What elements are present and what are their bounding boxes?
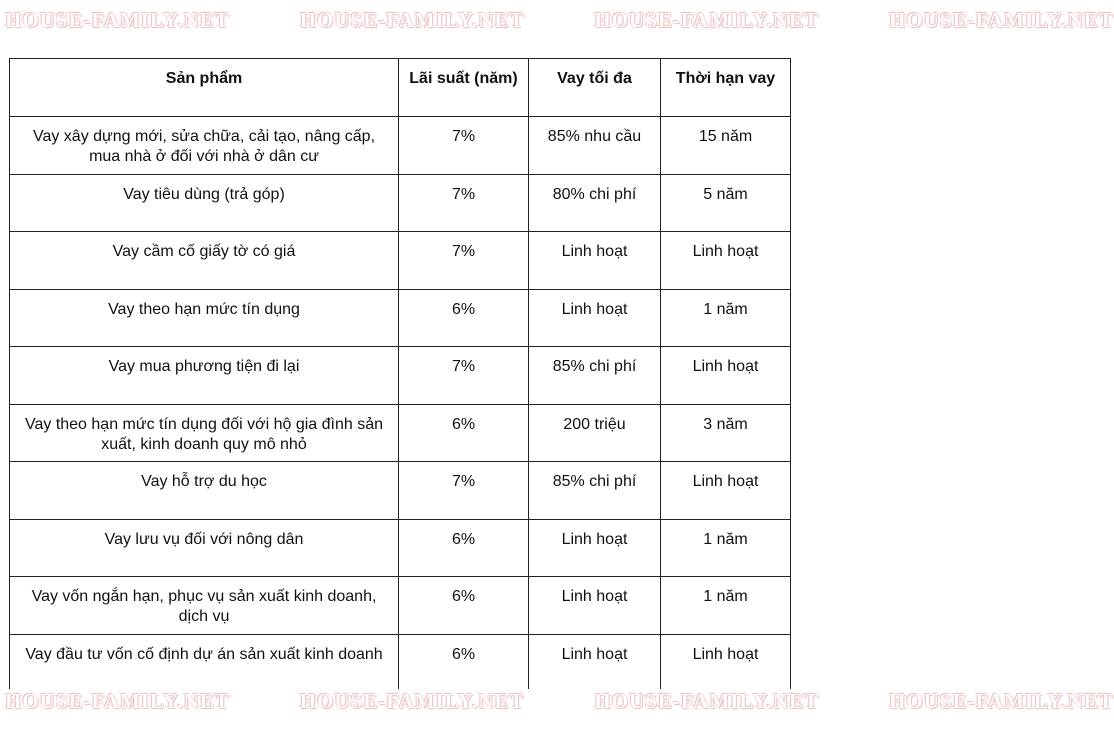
cell-max-loan: 85% nhu cầu [529, 117, 661, 175]
header-row [10, 59, 791, 117]
watermark-text: HOUSE-FAMILY.NET [594, 7, 820, 32]
cell-loan-term: 15 năm [661, 117, 791, 175]
cell-product: Vay xây dựng mới, sửa chữa, cải tạo, nâng cấp, mua nhà ở đối với nhà ở dân cư [10, 117, 399, 175]
cell-interest-rate: 6% [399, 289, 529, 347]
cell-product: Vay lưu vụ đối với nông dân [10, 519, 399, 577]
cell-max-loan: 80% chi phí [529, 174, 661, 232]
cell-interest-rate: 7% [399, 117, 529, 175]
cell-max-loan: 85% chi phí [529, 347, 661, 405]
header-interest-rate: Lãi suất (năm) [399, 59, 529, 117]
watermark-text: HOUSE-FAMILY.NET [594, 688, 820, 713]
cell-loan-term: 1 năm [661, 577, 791, 635]
cell-interest-rate: 7% [399, 232, 529, 290]
cell-loan-term: Linh hoạt [661, 232, 791, 290]
cell-loan-term: Linh hoạt [661, 634, 791, 692]
cell-loan-term: 1 năm [661, 519, 791, 577]
cell-interest-rate: 6% [399, 577, 529, 635]
cell-interest-rate: 6% [399, 634, 529, 692]
watermark-text: HOUSE-FAMILY.NET [299, 7, 525, 32]
cell-interest-rate: 7% [399, 462, 529, 520]
watermark-band-bottom [0, 688, 1114, 713]
loan-products-table [9, 58, 791, 692]
cell-loan-term: 1 năm [661, 289, 791, 347]
cell-product: Vay mua phương tiện đi lại [10, 347, 399, 405]
table-row [10, 174, 791, 232]
cell-product: Vay vốn ngắn hạn, phục vụ sản xuất kinh doanh, dịch vụ [10, 577, 399, 635]
watermark-text: HOUSE-FAMILY.NET [5, 688, 230, 713]
table-header [10, 59, 791, 117]
cell-max-loan: Linh hoạt [529, 289, 661, 347]
cell-product: Vay theo hạn mức tín dụng đối với hộ gia đình sản xuất, kinh doanh quy mô nhỏ [10, 404, 399, 462]
watermark-text: HOUSE-FAMILY.NET [299, 688, 525, 713]
cell-loan-term: 3 năm [661, 404, 791, 462]
watermark-text: HOUSE-FAMILY.NET [889, 688, 1114, 713]
table-row [10, 519, 791, 577]
table-row [10, 347, 791, 405]
cell-interest-rate: 6% [399, 404, 529, 462]
cell-loan-term: Linh hoạt [661, 347, 791, 405]
table-row [10, 232, 791, 290]
cell-max-loan: 200 triệu [529, 404, 661, 462]
cell-interest-rate: 7% [399, 347, 529, 405]
cell-max-loan: Linh hoạt [529, 232, 661, 290]
header-max-loan: Vay tối đa [529, 59, 661, 117]
table-body [10, 117, 791, 692]
cell-product: Vay theo hạn mức tín dụng [10, 289, 399, 347]
cell-max-loan: Linh hoạt [529, 634, 661, 692]
header-product: Sản phẩm [10, 59, 399, 117]
cell-product: Vay hỗ trợ du học [10, 462, 399, 520]
table-row [10, 634, 791, 692]
cell-interest-rate: 6% [399, 519, 529, 577]
table-row [10, 404, 791, 462]
table-row [10, 117, 791, 175]
table-row [10, 289, 791, 347]
cell-product: Vay cầm cố giấy tờ có giá [10, 232, 399, 290]
cell-interest-rate: 7% [399, 174, 529, 232]
cell-loan-term: Linh hoạt [661, 462, 791, 520]
table-row [10, 577, 791, 635]
watermark-band-top [0, 7, 1114, 32]
cell-product: Vay đầu tư vốn cố định dự án sản xuất kinh doanh [10, 634, 399, 692]
cell-max-loan: 85% chi phí [529, 462, 661, 520]
cell-loan-term: 5 năm [661, 174, 791, 232]
cell-product: Vay tiêu dùng (trả góp) [10, 174, 399, 232]
cell-max-loan: Linh hoạt [529, 519, 661, 577]
header-loan-term: Thời hạn vay [661, 59, 791, 117]
watermark-text: HOUSE-FAMILY.NET [5, 7, 230, 32]
cell-max-loan: Linh hoạt [529, 577, 661, 635]
watermark-text: HOUSE-FAMILY.NET [889, 7, 1114, 32]
table-row [10, 462, 791, 520]
